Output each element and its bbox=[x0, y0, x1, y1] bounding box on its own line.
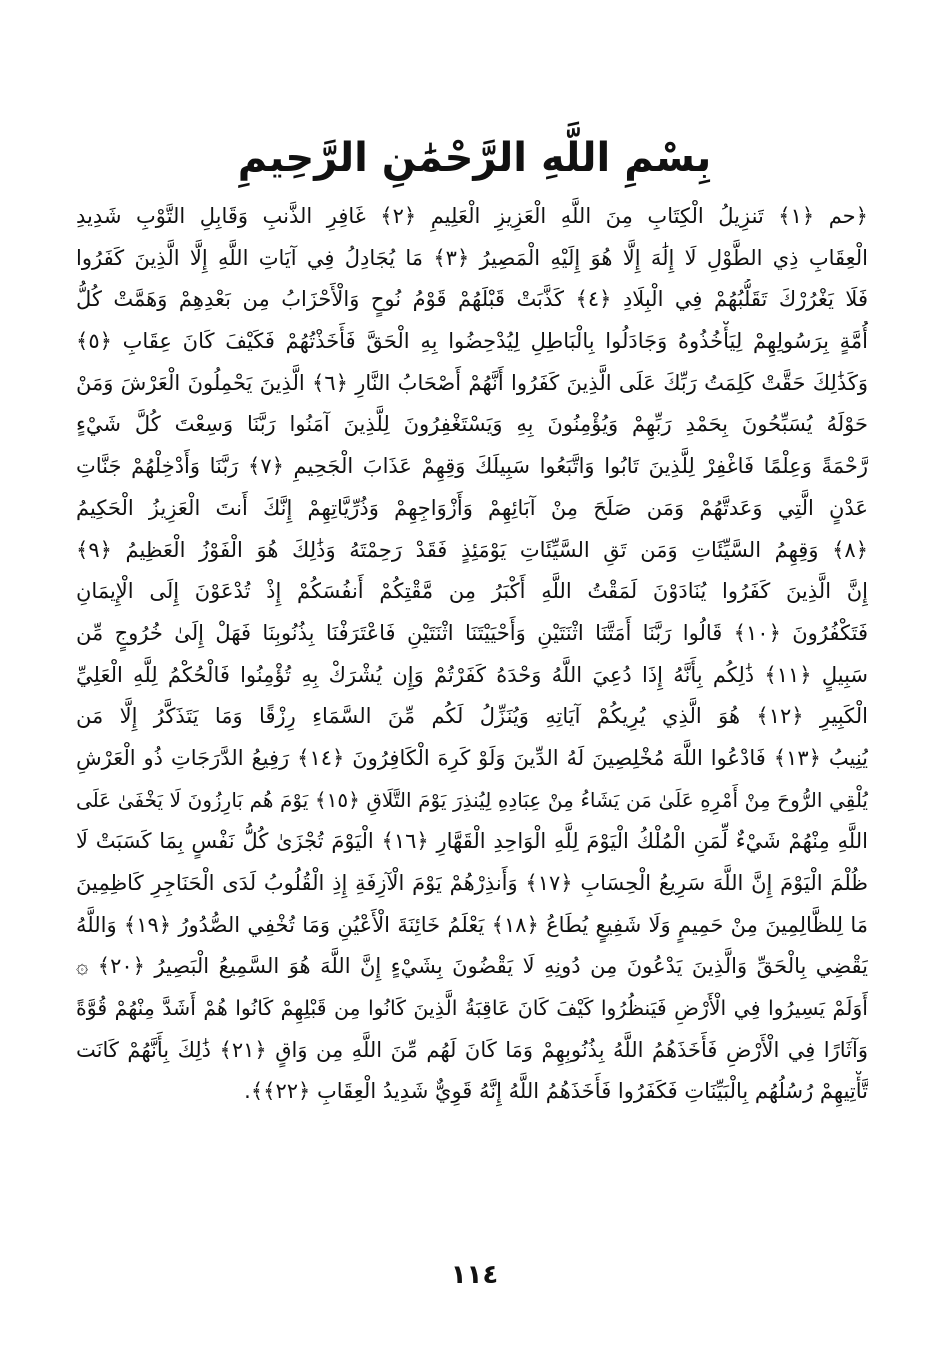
verse-line: فَلَا يَغْرُرْكَ تَقَلُّبُهُمْ فِي الْبِلَادِ ﴿٤﴾ كَذَّبَتْ قَبْلَهُمْ قَوْمُ نُوحٍ وَالْأَحْزَابُ مِن بَعْدِهِمْ وَهَمَّتْ كُلُّ bbox=[76, 287, 868, 312]
verse-line: الْكَبِيرِ ﴿١٢﴾ هُوَ الَّذِي يُرِيكُمْ آيَاتِهِ وَيُنَزِّلُ لَكُم مِّنَ السَّمَاءِ رِزْقًا وَمَا يَتَذَكَّرُ إِلَّا مَن bbox=[76, 704, 868, 729]
verse-line: ﴿حم ﴿١﴾ تَنزِيلُ الْكِتَابِ مِنَ اللَّهِ الْعَزِيزِ الْعَلِيمِ ﴿٢﴾ غَافِرِ الذَّنبِ وَقَابِلِ التَّوْبِ شَدِيدِ bbox=[76, 204, 868, 228]
verse-line: عَدْنٍ الَّتِي وَعَدتَّهُمْ وَمَن صَلَحَ مِنْ آبَائِهِمْ وَأَزْوَاجِهِمْ وَذُرِّيَّاتِهِمْ إِنَّكَ أَنتَ الْعَزِيزُ الْحَكِيمُ bbox=[76, 495, 868, 520]
page-number: ١١٤ bbox=[450, 1260, 499, 1290]
verse-line: أَوَلَمْ يَسِيرُوا فِي الْأَرْضِ فَيَنظُرُوا كَيْفَ كَانَ عَاقِبَةُ الَّذِينَ كَانُوا مِن قَبْلِهِمْ كَانُوا هُمْ أَشَدَّ مِنْهُمْ قُوَّةً bbox=[76, 996, 868, 1021]
verse-line: حَوْلَهُ يُسَبِّحُونَ بِحَمْدِ رَبِّهِمْ وَيُؤْمِنُونَ بِهِ وَيَسْتَغْفِرُونَ لِلَّذِينَ آمَنُوا رَبَّنَا وَسِعْتَ كُلَّ شَيْءٍ bbox=[76, 412, 868, 437]
verse-line: يُلْقِي الرُّوحَ مِنْ أَمْرِهِ عَلَىٰ مَن يَشَاءُ مِنْ عِبَادِهِ لِيُنذِرَ يَوْمَ التَّلَاقِ ﴿١٥﴾ يَوْمَ هُم بَارِزُونَ لَا يَخْفَىٰ عَلَى bbox=[76, 787, 868, 812]
verse-line: الْعِقَابِ ذِي الطَّوْلِ لَا إِلَٰهَ إِلَّا هُوَ إِلَيْهِ الْمَصِيرُ ﴿٣﴾ مَا يُجَادِلُ فِي آيَاتِ اللَّهِ إِلَّا الَّذِينَ كَفَرُوا bbox=[76, 245, 868, 270]
verse-line: إِنَّ الَّذِينَ كَفَرُوا يُنَادَوْنَ لَمَقْتُ اللَّهِ أَكْبَرُ مِن مَّقْتِكُمْ أَنفُسَكُمْ إِذْ تُدْعَوْنَ إِلَى الْإِيمَانِ bbox=[76, 579, 868, 604]
verse-line: رَّحْمَةً وَعِلْمًا فَاغْفِرْ لِلَّذِينَ تَابُوا وَاتَّبَعُوا سَبِيلَكَ وَقِهِمْ عَذَابَ الْجَحِيمِ ﴿٧﴾ رَبَّنَا وَأَدْخِلْهُمْ جَنَّاتِ bbox=[76, 454, 868, 479]
verse-line: مَا لِلظَّالِمِينَ مِنْ حَمِيمٍ وَلَا شَفِيعٍ يُطَاعُ ﴿١٨﴾ يَعْلَمُ خَائِنَةَ الْأَعْيُنِ وَمَا تُخْفِي الصُّدُورُ ﴿١٩﴾ وَاللَّهُ bbox=[76, 912, 868, 937]
verse-line: يُنِيبُ ﴿١٣﴾ فَادْعُوا اللَّهَ مُخْلِصِينَ لَهُ الدِّينَ وَلَوْ كَرِهَ الْكَافِرُونَ ﴿١٤﴾ رَفِيعُ الدَّرَجَاتِ ذُو الْعَرْشِ bbox=[76, 745, 868, 770]
verse-line: فَتَكْفُرُونَ ﴿١٠﴾ قَالُوا رَبَّنَا أَمَتَّنَا اثْنَتَيْنِ وَأَحْيَيْتَنَا اثْنَتَيْنِ فَاعْتَرَفْنَا بِذُنُوبِنَا فَهَلْ إِلَىٰ خُرُوجٍ مِّن bbox=[76, 620, 868, 645]
verse-line: سَبِيلٍ ﴿١١﴾ ذَٰلِكُم بِأَنَّهُ إِذَا دُعِيَ اللَّهُ وَحْدَهُ كَفَرْتُمْ وَإِن يُشْرَكْ بِهِ تُؤْمِنُوا فَالْحُكْمُ لِلَّهِ الْعَلِيِّ bbox=[76, 662, 868, 687]
verse-line: ﴿٨﴾ وَقِهِمُ السَّيِّئَاتِ وَمَن تَقِ السَّيِّئَاتِ يَوْمَئِذٍ فَقَدْ رَحِمْتَهُ وَذَٰلِكَ هُوَ الْفَوْزُ الْعَظِيمُ ﴿٩﴾ bbox=[76, 537, 868, 562]
verse-line: تَّأْتِيهِمْ رُسُلُهُم بِالْبَيِّنَاتِ فَكَفَرُوا فَأَخَذَهُمُ اللَّهُ إِنَّهُ قَوِيٌّ شَدِيدُ الْعِقَابِ ﴿٢٢﴾﴾. bbox=[244, 1079, 868, 1104]
verse-line: وَكَذَٰلِكَ حَقَّتْ كَلِمَتُ رَبِّكَ عَلَى الَّذِينَ كَفَرُوا أَنَّهُمْ أَصْحَابُ النَّارِ ﴿٦﴾ الَّذِينَ يَحْمِلُونَ الْعَرْشَ وَمَنْ bbox=[76, 370, 868, 395]
verse-line: يَقْضِي بِالْحَقِّ وَالَّذِينَ يَدْعُونَ مِن دُونِهِ لَا يَقْضُونَ بِشَيْءٍ إِنَّ اللَّهَ هُوَ السَّمِيعُ الْبَصِيرُ ﴿٢٠﴾ ۞ bbox=[76, 954, 868, 979]
verse-line: وَآثَارًا فِي الْأَرْضِ فَأَخَذَهُمُ اللَّهُ بِذُنُوبِهِمْ وَمَا كَانَ لَهُم مِّنَ اللَّهِ مِن وَاقٍ ﴿٢١﴾ ذَٰلِكَ بِأَنَّهُمْ كَانَت bbox=[76, 1037, 868, 1062]
verse-line: اللَّهِ مِنْهُمْ شَيْءٌ لِّمَنِ الْمُلْكُ الْيَوْمَ لِلَّهِ الْوَاحِدِ الْقَهَّارِ ﴿١٦﴾ الْيَوْمَ تُجْزَىٰ كُلُّ نَفْسٍ بِمَا كَسَبَتْ لَا bbox=[76, 829, 868, 854]
verse-line: ظُلْمَ الْيَوْمَ إِنَّ اللَّهَ سَرِيعُ الْحِسَابِ ﴿١٧﴾ وَأَنذِرْهُمْ يَوْمَ الْآزِفَةِ إِذِ الْقُلُوبُ لَدَى الْحَنَاجِرِ كَاظِمِينَ bbox=[76, 871, 868, 895]
verse-line: أُمَّةٍ بِرَسُولِهِمْ لِيَأْخُذُوهُ وَجَادَلُوا بِالْبَاطِلِ لِيُدْحِضُوا بِهِ الْحَقَّ فَأَخَذْتُهُمْ فَكَيْفَ كَانَ عِقَابِ ﴿٥﴾ bbox=[76, 329, 868, 354]
verse-lines bbox=[76, 196, 868, 1113]
basmala: بِسْمِ اللَّهِ الرَّحْمَٰنِ الرَّحِيمِ bbox=[237, 135, 712, 181]
